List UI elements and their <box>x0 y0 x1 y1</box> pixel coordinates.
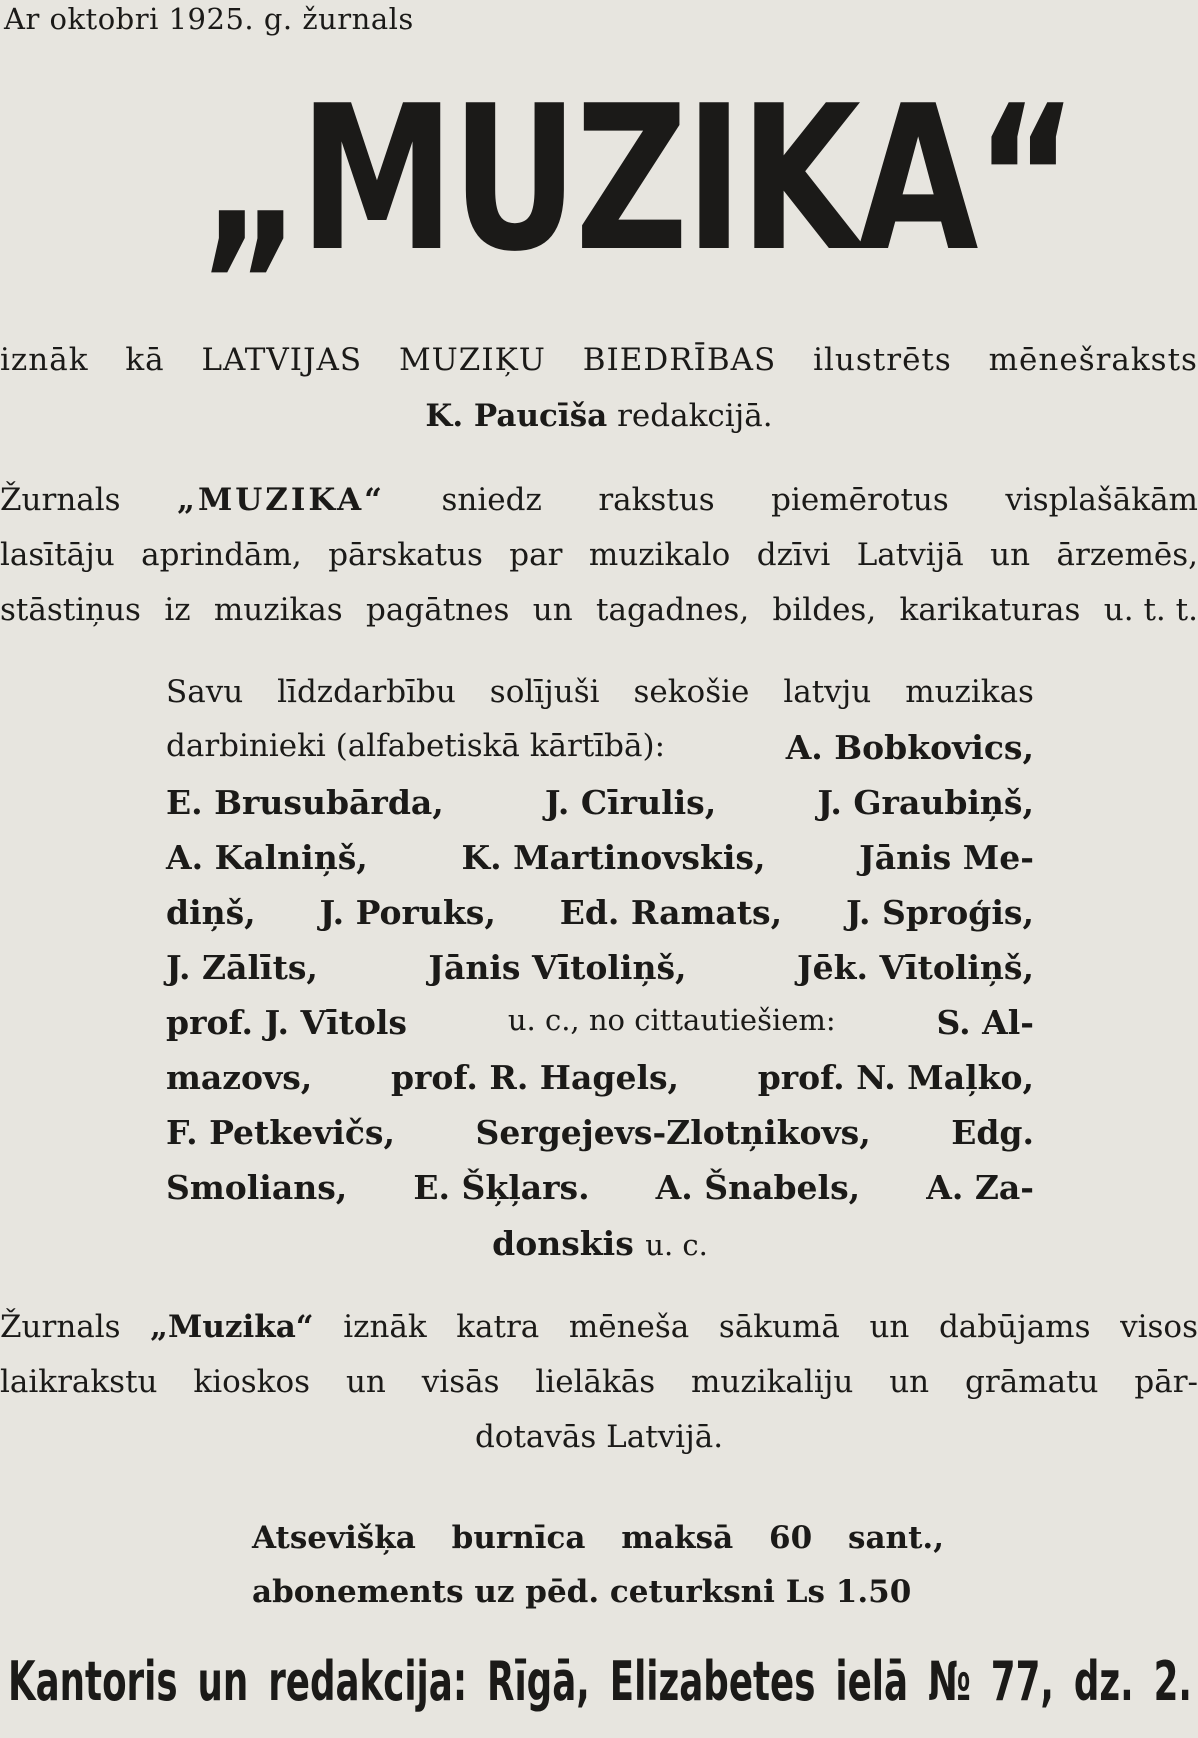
word: muzikalo <box>588 537 731 573</box>
word: pār- <box>1134 1364 1198 1400</box>
word: Savu <box>166 674 244 710</box>
word: un <box>990 537 1031 573</box>
description-line-1 <box>0 482 1198 518</box>
price-line-1 <box>252 1520 944 1556</box>
word: rakstus <box>598 482 715 518</box>
contributor-name: J. Poruks, <box>319 893 496 932</box>
word: grāmatu <box>965 1364 1099 1400</box>
editor-name: K. Paucīša <box>425 398 608 434</box>
contributor-name: A. Bobkovics, <box>785 728 1034 767</box>
magazine-title: „MUZIKA“ <box>200 63 1075 296</box>
word: Atsevišķa <box>252 1520 416 1556</box>
contributor-name: mazovs, <box>166 1058 313 1097</box>
contributor-name: A. Šnabels, <box>655 1168 861 1207</box>
word: MUZIĶU <box>398 342 546 378</box>
word: aprindām, <box>141 537 302 573</box>
contributor-name: J. Zālīts, <box>166 948 318 987</box>
contributors-line-8 <box>166 1058 1034 1097</box>
word: visos <box>1120 1309 1198 1345</box>
contributor-name: J. Graubiņš, <box>817 783 1034 822</box>
word: un <box>869 1309 910 1345</box>
contributor-name: Jānis Vītoliņš, <box>428 948 687 987</box>
word: solījuši <box>489 674 600 710</box>
word: Latvijā <box>856 537 964 573</box>
word: bildes, <box>772 592 877 628</box>
word: sniedz <box>441 482 542 518</box>
contributor-name: S. Al- <box>936 1003 1034 1042</box>
contributor-name: prof. J. Vītols <box>166 1003 408 1042</box>
word: lielākās <box>535 1364 656 1400</box>
description-line-3 <box>0 592 1198 628</box>
contributor-name: prof. N. Maļko, <box>757 1058 1034 1097</box>
contributor-name: Sergejevs-Zlotņikovs, <box>475 1113 871 1152</box>
word: pagātnes <box>366 592 510 628</box>
subtitle-line-1 <box>0 342 1198 378</box>
word: piemērotus <box>771 482 949 518</box>
contributors-line-11 <box>166 1224 1034 1263</box>
word: mēnešraksts <box>988 342 1198 378</box>
availability-line-1 <box>0 1309 1198 1345</box>
word: iz <box>164 592 191 628</box>
word: redakcija: <box>268 1650 468 1713</box>
availability-line-3: dotavās Latvijā. <box>474 1419 724 1455</box>
contributors-line-6 <box>166 948 1034 987</box>
word: pārskatus <box>328 537 483 573</box>
contributor-name: Edg. <box>951 1113 1034 1152</box>
word: № <box>927 1650 971 1713</box>
price-value: 60 <box>769 1520 813 1556</box>
contributor-name: A. Za- <box>926 1168 1034 1207</box>
word: Kantoris <box>8 1650 178 1713</box>
contributor-name: J. Cīrulis, <box>544 783 717 822</box>
contributor-name: K. Martinovskis, <box>461 838 766 877</box>
contributors-line-2 <box>166 728 1034 767</box>
contributors-foreign-intro: u. c., no cittautiešiem: <box>507 1003 836 1037</box>
contributors-line-4 <box>166 838 1034 877</box>
word: ielā <box>835 1650 909 1713</box>
contributors-intro: darbinieki (alfabetiskā kārtībā): <box>166 728 666 764</box>
contributors-line-7 <box>166 1003 1034 1042</box>
word: ilustrēts <box>813 342 952 378</box>
word: laikrakstu <box>0 1364 158 1400</box>
word: stāstiņus <box>0 592 141 628</box>
word: kā <box>125 342 165 378</box>
contributor-name: prof. R. Hagels, <box>390 1058 680 1097</box>
price-line-2: abonements uz pēd. ceturksni Ls 1.50 <box>252 1574 912 1610</box>
subtitle-line-2 <box>0 398 1198 434</box>
word: līdzdarbību <box>277 674 456 710</box>
word: tagadnes, <box>596 592 750 628</box>
word: muzikaliju <box>691 1364 854 1400</box>
word: dz. <box>1073 1650 1134 1713</box>
intro-line: Ar oktobri 1925. g. žurnals <box>4 2 414 36</box>
word: muzikas <box>213 592 343 628</box>
word: visplašākām <box>1005 482 1198 518</box>
contributors-line-5 <box>166 893 1034 932</box>
word: Rīgā, <box>487 1650 590 1713</box>
word: maksā <box>621 1520 734 1556</box>
contributor-name: donskis <box>492 1224 634 1263</box>
word: un <box>345 1364 386 1400</box>
availability-line-2 <box>0 1364 1198 1400</box>
word: lasītāju <box>0 537 115 573</box>
contributor-name: F. Petkevičs, <box>166 1113 395 1152</box>
word: muzikas <box>905 674 1034 710</box>
contributor-name: Smolians, <box>166 1168 348 1207</box>
word: kioskos <box>193 1364 311 1400</box>
contributor-name: J. Sproģis, <box>845 893 1034 932</box>
word: burnīca <box>451 1520 586 1556</box>
word: visās <box>421 1364 500 1400</box>
word: dzīvi <box>756 537 831 573</box>
word: un <box>532 592 573 628</box>
word: LATVIJAS <box>201 342 363 378</box>
word: sākumā <box>718 1309 840 1345</box>
word: iznāk <box>0 342 89 378</box>
editor-suffix: redakcijā. <box>617 398 773 434</box>
word: un <box>889 1364 930 1400</box>
word: karikaturas <box>899 592 1081 628</box>
word: Elizabetes <box>609 1650 816 1713</box>
contributors-line-1 <box>166 674 1034 710</box>
contributor-name: A. Kalniņš, <box>166 838 368 877</box>
contributor-name: E. Šķļars. <box>413 1168 590 1207</box>
contributor-name: Jēk. Vītoliņš, <box>797 948 1034 987</box>
word: ārzemēs, <box>1056 537 1198 573</box>
word: sant., <box>848 1520 944 1556</box>
word: 77, <box>990 1650 1054 1713</box>
contributor-name: Jānis Me- <box>859 838 1034 877</box>
word: iznāk <box>343 1309 427 1345</box>
contributors-line-3 <box>166 783 1034 822</box>
office-address <box>8 1650 1192 1713</box>
word: un <box>197 1650 249 1713</box>
contributors-line-10 <box>166 1168 1034 1207</box>
word: katra <box>456 1309 540 1345</box>
word: 2. <box>1153 1650 1192 1713</box>
word: u. t. t. <box>1103 592 1198 628</box>
word: mēneša <box>568 1309 690 1345</box>
contributor-name: diņš, <box>166 893 256 932</box>
word: Žurnals <box>0 1309 121 1345</box>
word: Žurnals <box>0 482 121 518</box>
contributors-line-9 <box>166 1113 1034 1152</box>
contributor-name: E. Brusubārda, <box>166 783 444 822</box>
et-cetera: u. c. <box>645 1228 708 1262</box>
word: sekošie <box>633 674 750 710</box>
word: dabūjams <box>938 1309 1091 1345</box>
magazine-name: „MUZIKA“ <box>177 482 385 518</box>
magazine-name: „Muzika“ <box>150 1309 314 1345</box>
word: latvju <box>783 674 872 710</box>
word: BIEDRĪBAS <box>582 342 777 378</box>
description-line-2 <box>0 537 1198 573</box>
word: par <box>509 537 563 573</box>
contributor-name: Ed. Ramats, <box>559 893 783 932</box>
